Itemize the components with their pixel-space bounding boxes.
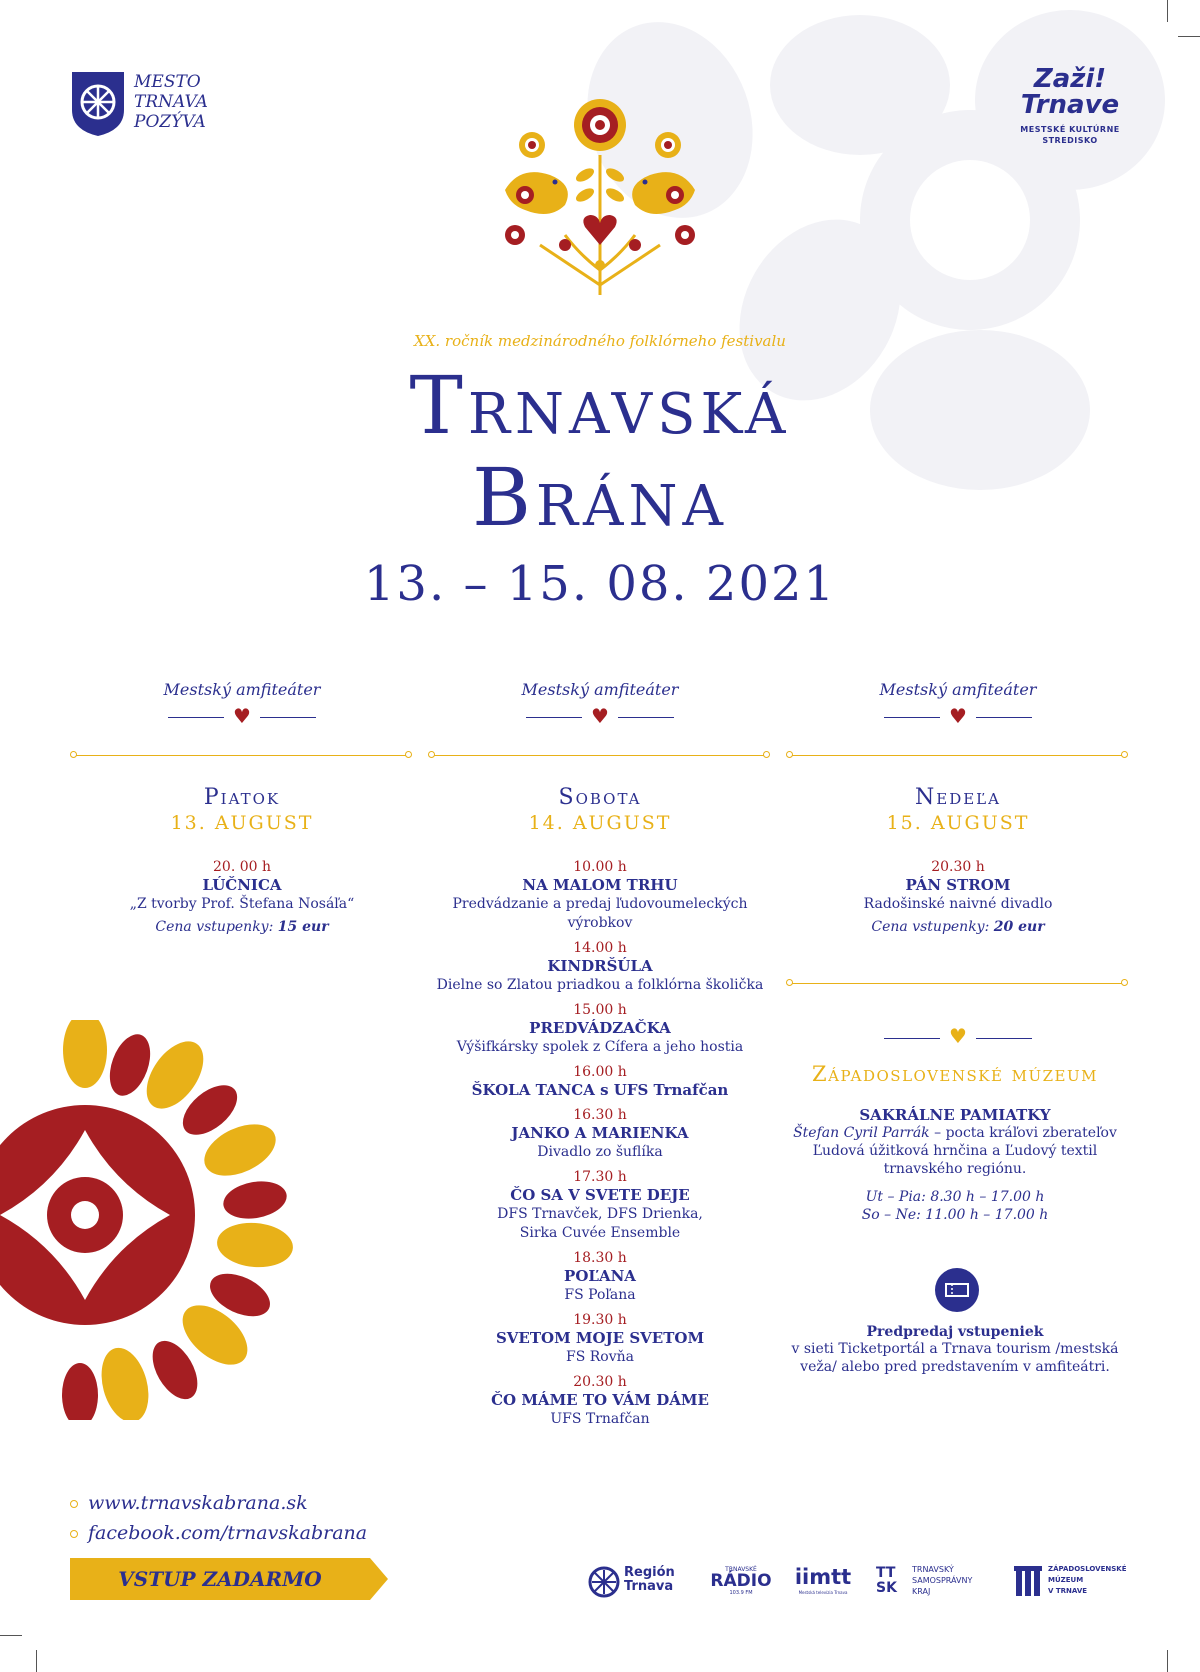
- sponsor-text: iimtt: [794, 1565, 852, 1589]
- org-logo-line2: Trnave: [1020, 90, 1120, 120]
- region-wheel-icon: [588, 1566, 620, 1598]
- event-price: [72, 918, 412, 937]
- heart-icon: ♥: [949, 1024, 967, 1048]
- city-logo-line: POZÝVA: [134, 112, 206, 132]
- event-name: PÁN STROM: [905, 876, 1011, 894]
- event-time: 20.30 h: [931, 859, 985, 875]
- event-time: 20.30 h: [573, 1374, 627, 1390]
- org-logo-line1: Zaži!: [1033, 64, 1107, 94]
- event-name: ČO MÁME TO VÁM DÁME: [491, 1391, 709, 1409]
- rule-dot: [70, 751, 77, 758]
- sponsor-text: KRAJ: [912, 1587, 931, 1596]
- festival-subtitle: XX. ročník medzinárodného folklórneho festivalu: [414, 332, 786, 350]
- event-item: [430, 1001, 770, 1057]
- event-desc: „Z tvorby Prof. Štefana Nosáľa“: [129, 896, 355, 912]
- event-item: [430, 1063, 770, 1100]
- venue-header-friday: [72, 680, 412, 732]
- day-heading-sunday: [788, 785, 1128, 834]
- event-desc: Divadlo zo šuflíka: [537, 1144, 663, 1160]
- event-item: [430, 1168, 770, 1243]
- heart-divider: [788, 1022, 1128, 1052]
- rule-dot: [1121, 979, 1128, 986]
- rule-dot: [405, 751, 412, 758]
- heart-divider: [788, 702, 1128, 732]
- sponsor-text: SAMOSPRÁVNY: [912, 1576, 973, 1585]
- event-time: 19.30 h: [573, 1312, 627, 1328]
- sponsor-text: SK: [876, 1580, 897, 1596]
- sponsor-text: Trnava: [624, 1579, 674, 1594]
- day-name: Piatok: [203, 785, 281, 810]
- event-name: ŠKOLA TANCA s UFS Trnafčan: [471, 1081, 729, 1099]
- museum-desc: [785, 1124, 1125, 1142]
- sponsor-text: TRNAVSKÝ: [912, 1565, 954, 1574]
- museum-title: Západoslovenské múzeum: [812, 1062, 1098, 1086]
- event-item: [72, 858, 412, 937]
- museum-desc-rest: – pocta kráľovi zberateľov: [929, 1125, 1117, 1141]
- event-name: POĽANA: [564, 1267, 636, 1285]
- day-heading-saturday: [430, 785, 770, 834]
- city-logo: [70, 70, 250, 142]
- day-heading-friday: [72, 785, 412, 834]
- ticket-desc: veža/ alebo pred predstavením v amfiteátri.: [800, 1359, 1110, 1375]
- events-friday: [72, 858, 412, 943]
- event-desc: Radošinské naivné divadlo: [863, 896, 1053, 912]
- crop-mark: [36, 1650, 37, 1672]
- event-name: ČO SA V SVETE DEJE: [510, 1186, 690, 1204]
- event-name: PREDVÁDZAČKA: [529, 1019, 671, 1037]
- rule-dot: [786, 751, 793, 758]
- event-item: [430, 1373, 770, 1429]
- event-desc: Sirka Cuvée Ensemble: [519, 1225, 681, 1241]
- event-time: 14.00 h: [573, 940, 627, 956]
- event-name: JANKO A MARIENKA: [511, 1124, 689, 1142]
- price-value: 15 eur: [277, 919, 329, 935]
- sponsor-text: TRNAVSKÉ: [725, 1566, 757, 1573]
- day-name: Nedeľa: [915, 785, 1001, 810]
- event-desc: Dielne so Zlatou priadkou a folklórna školička: [436, 977, 764, 993]
- heart-icon: ♥: [233, 704, 251, 728]
- heart-icon: ♥: [591, 704, 609, 728]
- event-time: 10.00 h: [573, 859, 627, 875]
- event-desc: FS Poľana: [564, 1287, 636, 1303]
- price-value: 20 eur: [993, 919, 1045, 935]
- museum-section: [785, 1062, 1125, 1224]
- city-crest-icon: [70, 70, 126, 138]
- event-desc: UFS Trnafčan: [550, 1411, 650, 1427]
- ticket-info: [785, 1324, 1125, 1376]
- event-desc: Predvádzanie a predaj ľudovoumeleckých výrobkov: [452, 896, 748, 931]
- event-desc: FS Rovňa: [566, 1349, 634, 1365]
- sponsor-text: 103.9 FM: [729, 1590, 753, 1596]
- heart-divider: [430, 702, 770, 732]
- venue-label: Mestský amfiteáter: [163, 680, 321, 699]
- event-name: SVETOM MOJE SVETOM: [495, 1329, 705, 1347]
- crop-mark: [1167, 1650, 1168, 1672]
- venue-header-sunday: [788, 680, 1128, 732]
- heart-divider: [72, 702, 412, 732]
- city-logo-line: MESTO: [134, 72, 201, 92]
- sponsor-text: Región: [624, 1565, 675, 1580]
- gold-rule: [75, 755, 410, 756]
- venue-label: Mestský amfiteáter: [521, 680, 679, 699]
- sponsor-radio: [706, 1562, 776, 1596]
- sponsor-text: Mestská televízia Trnava: [798, 1590, 848, 1595]
- sponsor-text: V TRNAVE: [1048, 1587, 1088, 1595]
- day-name: Sobota: [558, 785, 642, 810]
- event-name: NA MALOM TRHU: [522, 876, 678, 894]
- rule-dot: [763, 751, 770, 758]
- rule-dot: [1121, 751, 1128, 758]
- museum-building-icon: [1014, 1566, 1042, 1598]
- festival-title-line2: Brána: [472, 451, 728, 544]
- org-logo-line3: MESTSKÉ KULTÚRNE: [1020, 125, 1120, 134]
- event-item: [430, 858, 770, 933]
- price-label: Cena vstupenky:: [155, 919, 274, 935]
- sponsor-text: RÁDIO: [710, 1571, 772, 1591]
- event-item: [430, 1106, 770, 1162]
- bullet-icon: [70, 1530, 78, 1538]
- rule-dot: [786, 979, 793, 986]
- website-link-text[interactable]: www.trnavskabrana.sk: [88, 1492, 308, 1514]
- event-item: [430, 1311, 770, 1367]
- venue-label: Mestský amfiteáter: [879, 680, 1037, 699]
- folk-flower-ornament-icon: [0, 1020, 300, 1420]
- festival-title-line1: Trnavská: [409, 359, 791, 452]
- museum-desc: Ľudová úžitková hrnčina a Ľudový textil: [812, 1143, 1098, 1159]
- venue-header-saturday: [430, 680, 770, 732]
- museum-hours: Ut – Pia: 8.30 h – 17.00 h: [865, 1189, 1045, 1205]
- event-item: [788, 858, 1128, 937]
- free-entry-banner: [70, 1558, 388, 1600]
- event-time: 20. 00 h: [213, 859, 271, 875]
- festival-dates: 13. – 15. 08. 2021: [363, 556, 837, 612]
- price-label: Cena vstupenky:: [871, 919, 990, 935]
- heart-icon: ♥: [949, 704, 967, 728]
- rule-dot: [428, 751, 435, 758]
- event-item: [430, 939, 770, 995]
- event-time: 17.30 h: [573, 1169, 627, 1185]
- free-entry-text: VSTUP ZADARMO: [118, 1567, 322, 1591]
- museum-hours: So – Ne: 11.00 h – 17.00 h: [861, 1207, 1049, 1223]
- events-sunday: [788, 858, 1128, 943]
- facebook-link[interactable]: [70, 1518, 367, 1548]
- day-date: 14. AUGUST: [528, 812, 672, 834]
- links-section: [70, 1488, 367, 1548]
- events-saturday: [430, 858, 770, 1435]
- event-time: 16.30 h: [573, 1107, 627, 1123]
- day-date: 15. AUGUST: [886, 812, 1030, 834]
- ticket-title: Predpredaj vstupeniek: [866, 1324, 1044, 1340]
- museum-desc: trnavského regiónu.: [883, 1161, 1027, 1177]
- sponsor-text: MÚZEUM: [1048, 1576, 1084, 1584]
- event-name: KINDRŠÚLA: [547, 957, 653, 975]
- sponsor-text: TT: [876, 1565, 896, 1581]
- sponsor-text: ZÁPADOSLOVENSKÉ: [1048, 1565, 1127, 1573]
- museum-desc-italic: Štefan Cyril Parrák: [793, 1125, 930, 1141]
- event-name: LÚČNICA: [202, 876, 282, 894]
- ticket-icon: [935, 1268, 979, 1312]
- event-price: [788, 918, 1128, 937]
- ticket-desc: v sieti Ticketportál a Trnava tourism /mestská: [791, 1341, 1119, 1357]
- event-item: [430, 1249, 770, 1305]
- org-logo-line4: STREDISKO: [1042, 136, 1098, 145]
- website-link[interactable]: [70, 1488, 367, 1518]
- folk-birds-ornament-icon: [480, 95, 720, 310]
- museum-exhibit-title: SAKRÁLNE PAMIATKY: [859, 1106, 1051, 1124]
- event-desc: Výšifkársky spolek z Cífera a jeho hostia: [456, 1039, 744, 1055]
- bullet-icon: [70, 1500, 78, 1508]
- day-date: 13. AUGUST: [170, 812, 314, 834]
- gold-rule: [791, 755, 1126, 756]
- event-time: 18.30 h: [573, 1250, 627, 1266]
- facebook-link-text[interactable]: facebook.com/trnavskabrana: [88, 1522, 368, 1544]
- gold-rule: [791, 983, 1126, 984]
- org-logo: [1000, 66, 1140, 146]
- event-time: 16.00 h: [573, 1064, 627, 1080]
- event-desc: DFS Trnavček, DFS Drienka,: [497, 1206, 703, 1222]
- sponsor-imtt: [786, 1562, 860, 1595]
- city-logo-line: TRNAVA: [134, 92, 208, 112]
- event-time: 15.00 h: [573, 1002, 627, 1018]
- crop-mark: [0, 1635, 22, 1636]
- gold-rule: [433, 755, 768, 756]
